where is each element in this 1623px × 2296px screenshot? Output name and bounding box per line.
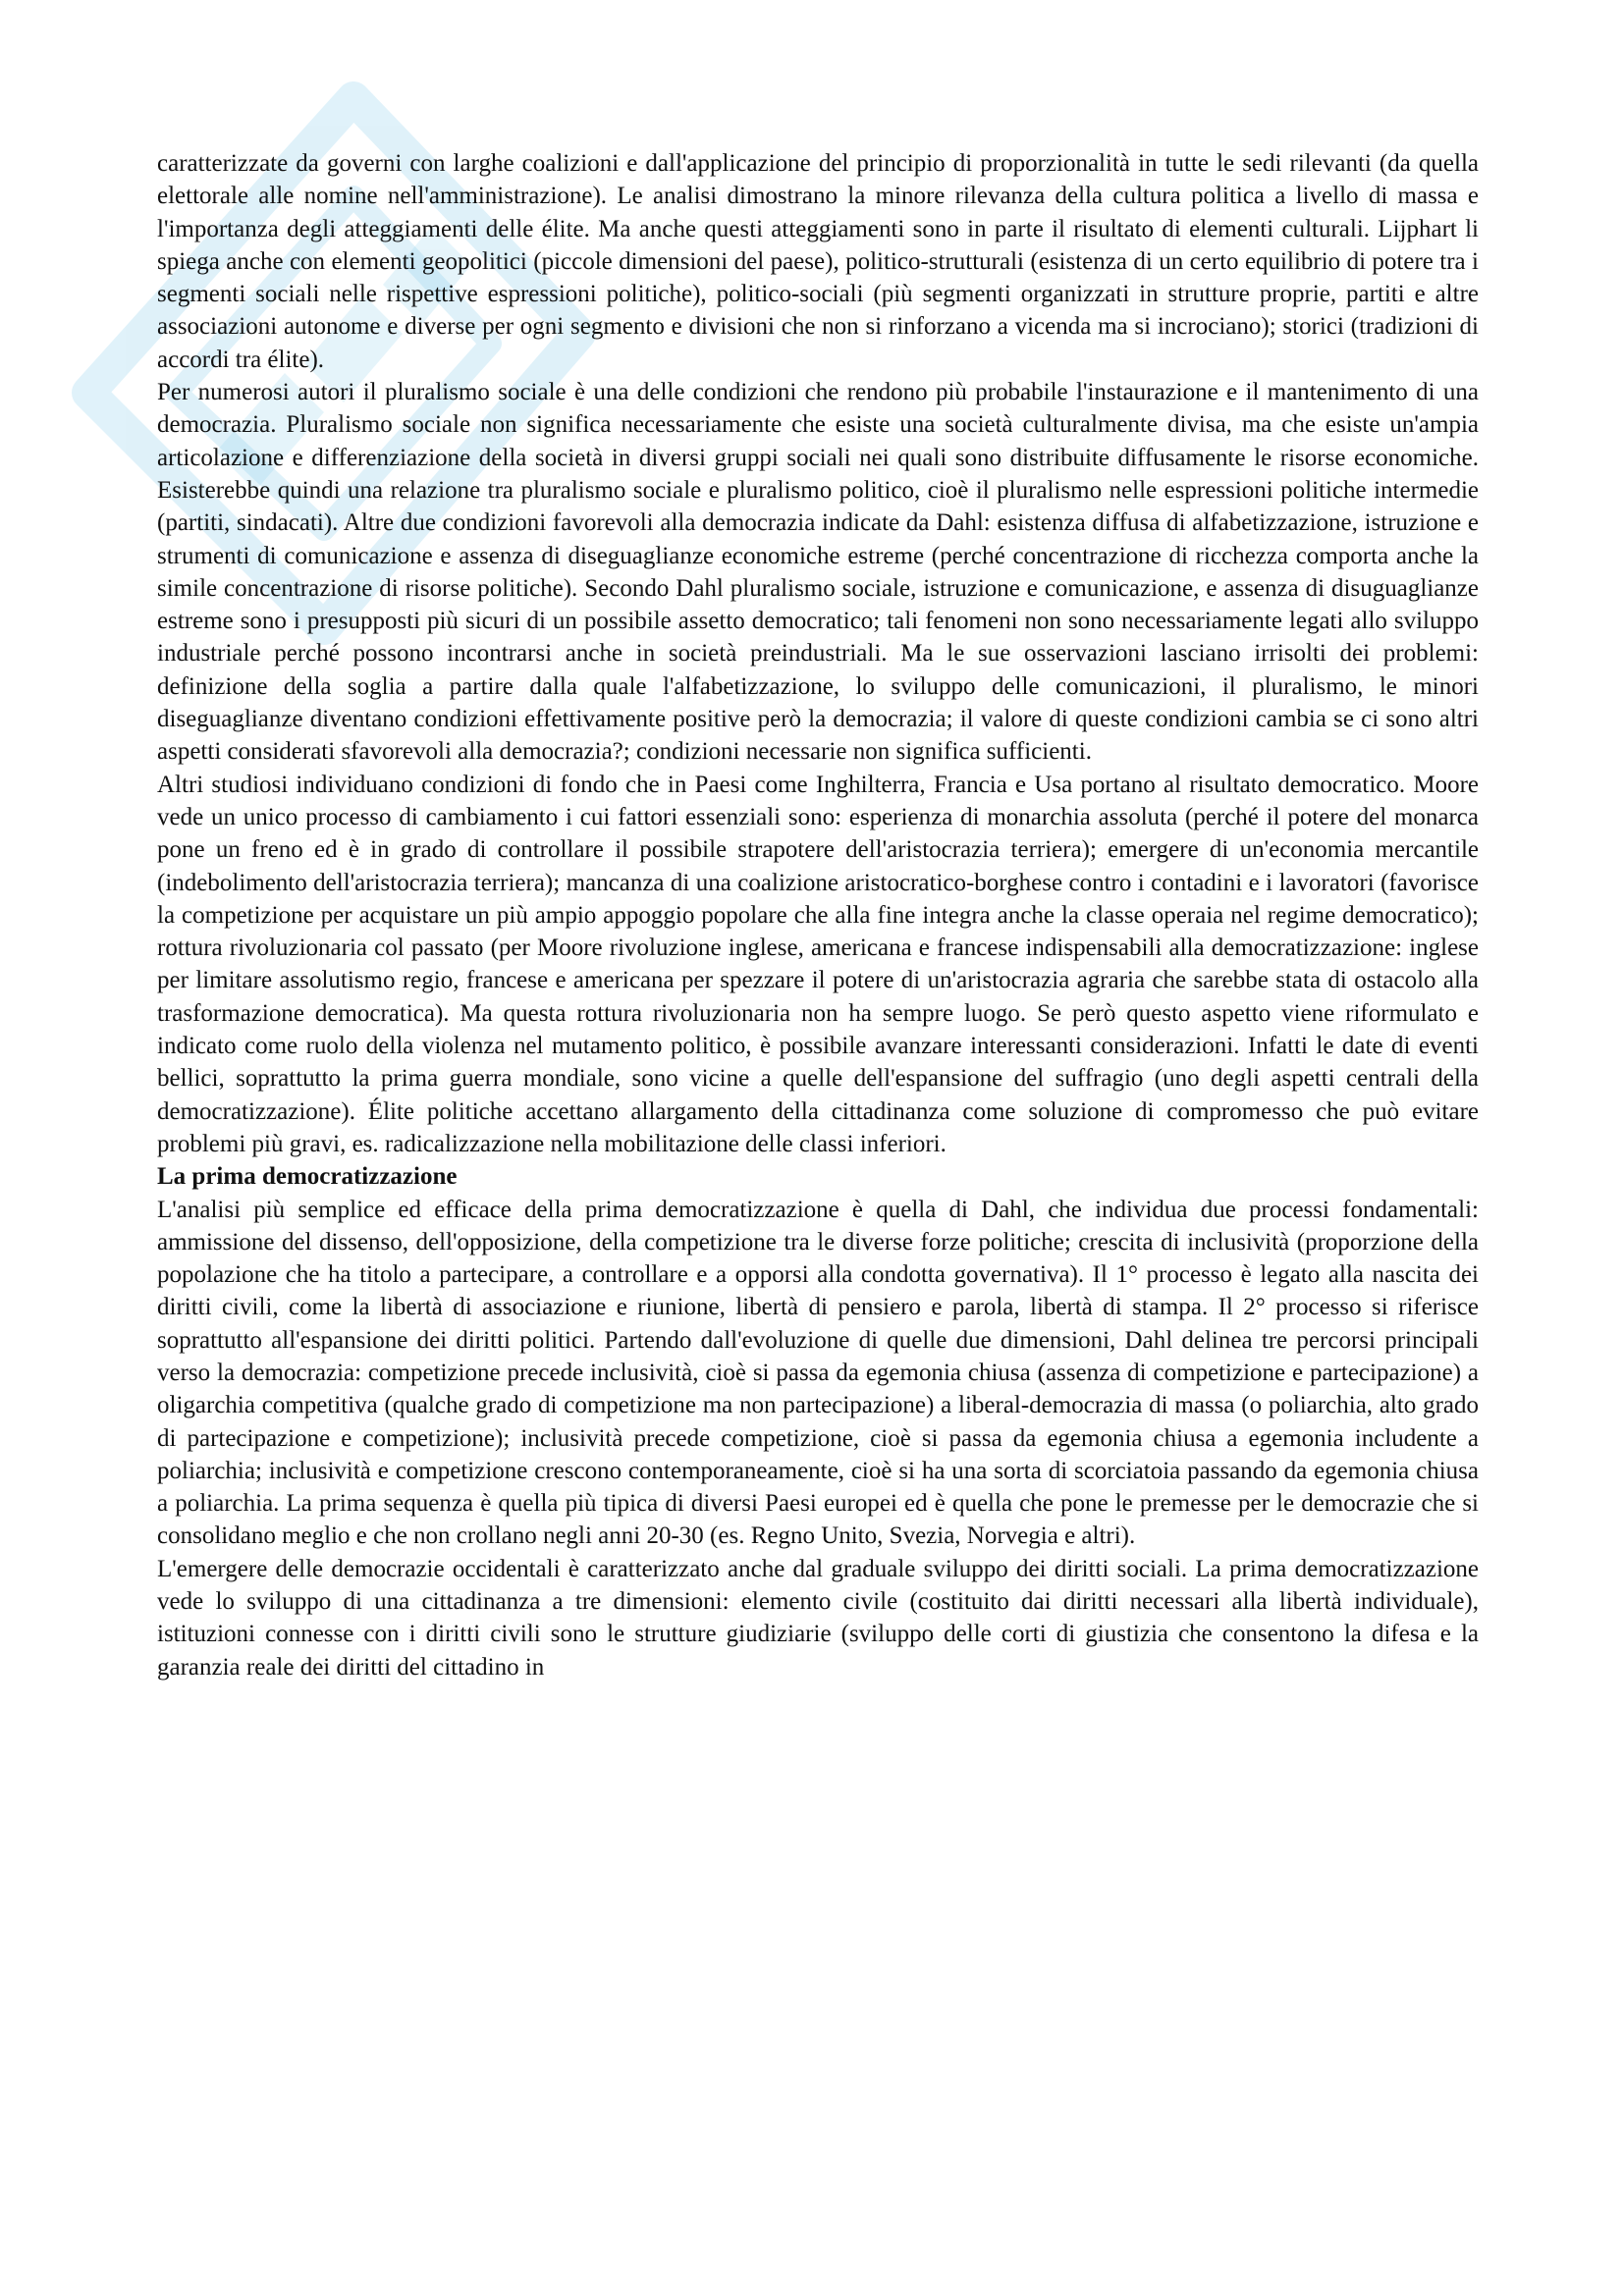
section-heading: La prima democratizzazione [157,1163,458,1191]
paragraph-consociational: caratterizzate da governi con larghe coalizioni e dall'applicazione del principio di proporzionalità in tutte le sedi rilevanti (da quella elettorale alle nomine nell'amministrazione). Le analisi dimostrano la minore rilevanza della cultura politica a livello di massa e l'importanza degli atteggiamenti delle élite. Ma anche questi atteggiamenti sono in parte il risultato di elementi culturali. Lijphart li spiega anche con elementi geopolitici (piccole dimensioni del paese), politico-strutturali (esistenza di un certo equilibrio di potere tra i segmenti sociali nelle rispettive espressioni politiche), politico-sociali (più segmenti organizzati in strutture proprie, partiti e altre associazioni autonome e diverse per ogni segmento e divisioni che non si rinforzano a vicenda ma si incrociano); storici (tradizioni di accordi tra élite). [157,150,1479,373]
paragraph-dahl-democratization: L'analisi più semplice ed efficace della prima democratizzazione è quella di Dahl, che individua due processi fondamentali: ammissione del dissenso, dell'opposizione, della competizione tra le diverse forze politiche; crescita di inclusività (proporzione della popolazione che ha titolo a partecipare, a controllare e a opporsi alla condotta governativa). Il 1° processo è legato alla nascita dei diritti civili, come la libertà di associazione e riunione, libertà di pensiero e parola, libertà di stampa. Il 2° processo si riferisce soprattutto all'espansione dei diritti politici. Partendo dall'evoluzione di quelle due dimensioni, Dahl delinea tre percorsi principali verso la democrazia: competizione precede inclusività, cioè si passa da egemonia chiusa (assenza di competizione e partecipazione) a oligarchia competitiva (qualche grado di competizione ma non partecipazione) a liberal-democrazia di massa (o poliarchia, alto grado di partecipazione e competizione); inclusività precede competizione, cioè si passa da egemonia chiusa a egemonia includente a poliarchia; inclusività e competizione crescono contemporaneamente, cioè si ha una sorta di scorciatoia passando da egemonia chiusa a poliarchia. La prima sequenza è quella più tipica di diversi Paesi europei ed è quella che pone le premesse per le democrazie che si consolidano meglio e che non crollano negli anni 20-30 (es. Regno Unito, Svezia, Norvegia e altri). [157,1196,1479,1550]
document-body [157,147,1479,1683]
paragraph-moore-conditions: Altri studiosi individuano condizioni di fondo che in Paesi come Inghilterra, Francia e Usa portano al risultato democratico. Moore vede un unico processo di cambiamento i cui fattori essenziali sono: esperienza di monarchia assoluta (perché il potere del monarca pone un freno ed è in grado di controllare il possibile strapotere dell'aristocrazia terriera); emergere di un'economia mercantile (indebolimento dell'aristocrazia terriera); mancanza di una coalizione aristocratico-borghese contro i contadini e i lavoratori (favorisce la competizione per acquistare un più ampio appoggio popolare che alla fine integra anche la classe operaia nel regime democratico); rottura rivoluzionaria col passato (per Moore rivoluzione inglese, americana e francese indispensabili alla democratizzazione: inglese per limitare assolutismo regio, francese e americana per spezzare il potere di un'aristocrazia agraria che sarebbe stata di ostacolo alla trasformazione democratica). Ma questa rottura rivoluzionaria non ha sempre luogo. Se però questo aspetto viene riformulato e indicato come ruolo della violenza nel mutamento politico, è possibile avanzare interessanti considerazioni. Infatti le date di eventi bellici, soprattutto la prima guerra mondiale, sono vicine a quelle dell'espansione del suffragio (uno degli aspetti centrali della democratizzazione). Élite politiche accettano allargamento della cittadinanza come soluzione di compromesso che può evitare problemi più gravi, es. radicalizzazione nella mobilitazione delle classi inferiori. [157,771,1479,1157]
paragraph-social-pluralism: Per numerosi autori il pluralismo sociale è una delle condizioni che rendono più probabile l'instaurazione e il mantenimento di una democrazia. Pluralismo sociale non significa necessariamente che esiste una società culturalmente divisa, ma che esiste un'ampia articolazione e differenziazione della società in diversi gruppi sociali nei quali sono distribuite diffusamente le risorse economiche. Esisterebbe quindi una relazione tra pluralismo sociale e pluralismo politico, cioè il pluralismo nelle espressioni politiche intermedie (partiti, sindacati). Altre due condizioni favorevoli alla democrazia indicate da Dahl: esistenza diffusa di alfabetizzazione, istruzione e strumenti di comunicazione e assenza di diseguaglianze economiche estreme (perché concentrazione di ricchezza comporta anche la simile concentrazione di risorse politiche). Secondo Dahl pluralismo sociale, istruzione e comunicazione, e assenza di disuguaglianze estreme sono i presupposti più sicuri di un possibile assetto democratico; tali fenomeni non sono necessariamente legati allo sviluppo industriale perché possono incontrarsi anche in società preindustriali. Ma le sue osservazioni lasciano irrisolti dei problemi: definizione della soglia a partire dalla quale l'alfabetizzazione, lo sviluppo delle comunicazioni, il pluralismo, le minori diseguaglianze diventano condizioni effettivamente positive però la democrazia; il valore di queste condizioni cambia se ci sono altri aspetti considerati sfavorevoli alla democrazia?; condizioni necessarie non significa sufficienti. [157,379,1479,766]
paragraph-social-rights: L'emergere delle democrazie occidentali è caratterizzato anche dal graduale sviluppo dei diritti sociali. La prima democratizzazione vede lo sviluppo di una cittadinanza a tre dimensioni: elemento civile (costituito dai diritti necessari alla libertà individuale), istituzioni connesse con i diritti civili sono le strutture giudiziarie (sviluppo delle corti di giustizia che consentono la difesa e la garanzia reale dei diritti del cittadino in [157,1555,1479,1681]
